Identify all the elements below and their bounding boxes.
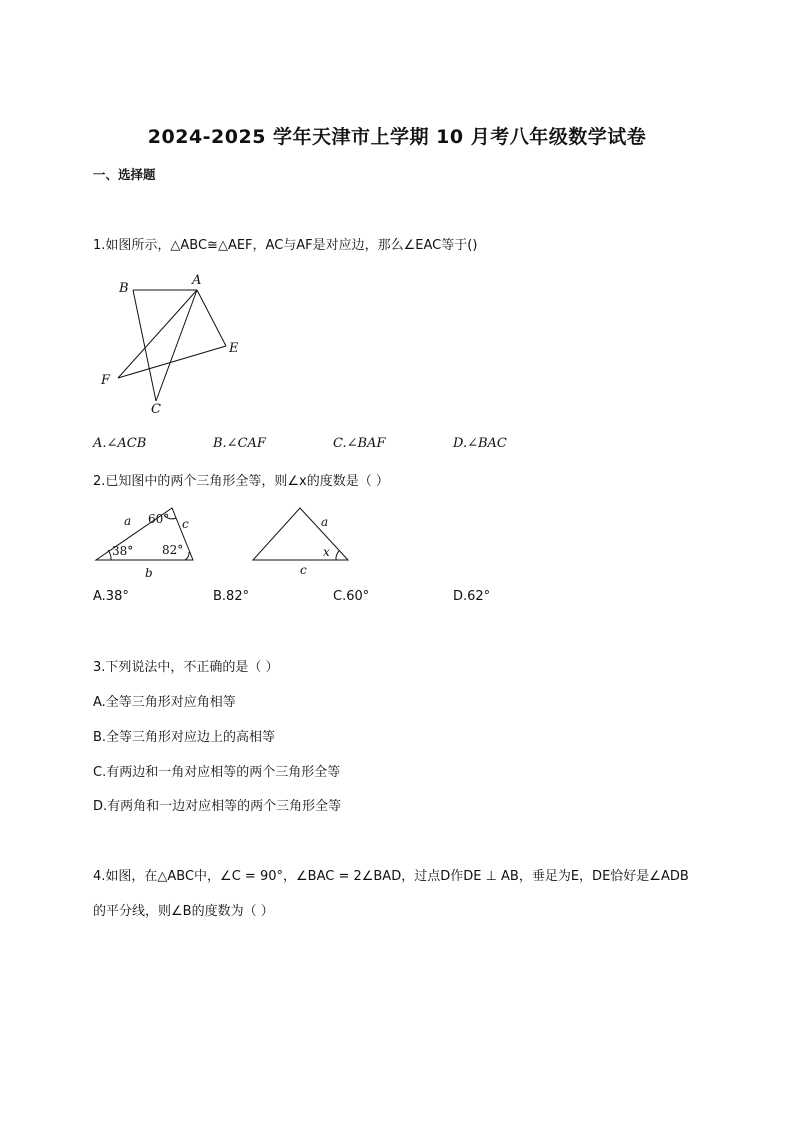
angle-arc-38: [108, 550, 111, 560]
segment-fa: [118, 290, 197, 378]
question-4-line-1: 4.如图，在△ABC中，∠C = 90°，∠BAC = 2∠BAD，过点D作DE ⊥ AB，垂足为E，DE恰好是∠ADB: [93, 869, 689, 884]
q2-option-b[interactable]: B.82°: [213, 589, 250, 604]
q3-option-a[interactable]: A.全等三角形对应角相等: [93, 695, 236, 710]
tri1-angle-60: 60°: [148, 512, 170, 526]
tri2-label-a: a: [321, 515, 329, 529]
question-2-figure: [90, 500, 360, 585]
tri1-label-b: b: [145, 566, 153, 580]
tri1-label-a: a: [124, 514, 132, 528]
angle-arc-82: [185, 552, 189, 560]
q2-option-d[interactable]: D.62°: [453, 589, 491, 604]
q1-option-b[interactable]: B.∠CAF: [213, 436, 266, 451]
segment-bc: [133, 290, 156, 401]
q3-option-b[interactable]: B.全等三角形对应边上的高相等: [93, 730, 276, 745]
tri1-angle-82: 82°: [162, 543, 184, 557]
q1-option-a[interactable]: A.∠ACB: [93, 436, 147, 451]
tri2-label-x: x: [323, 545, 330, 559]
label-c: C: [151, 402, 161, 417]
tri1-label-c: c: [182, 517, 189, 531]
question-1-figure: [95, 268, 255, 418]
triangle-right: [253, 508, 348, 560]
tri2-label-c: c: [300, 563, 307, 577]
segment-ef: [118, 346, 226, 378]
q1-option-d[interactable]: D.∠BAC: [453, 436, 507, 451]
question-1-text: 1.如图所示，△ABC≅△AEF，AC与AF是对应边，那么∠EAC等于(): [93, 238, 478, 253]
q3-option-c[interactable]: C.有两边和一角对应相等的两个三角形全等: [93, 765, 341, 780]
page-title: 2024-2025 学年天津市上学期 10 月考八年级数学试卷: [147, 126, 647, 148]
angle-arc-x: [336, 551, 339, 560]
question-4-line-2: 的平分线，则∠B的度数为（ ）: [93, 904, 274, 919]
q3-option-d[interactable]: D.有两角和一边对应相等的两个三角形全等: [93, 799, 342, 814]
label-a: A: [192, 273, 202, 288]
segment-ca: [156, 290, 197, 401]
label-b: B: [119, 281, 129, 296]
section-heading: 一、选择题: [93, 167, 156, 182]
tri1-angle-38: 38°: [112, 544, 134, 558]
segment-ae: [197, 290, 226, 346]
q2-option-a[interactable]: A.38°: [93, 589, 129, 604]
label-e: E: [229, 341, 239, 356]
label-f: F: [101, 373, 111, 388]
q1-option-c[interactable]: C.∠BAF: [333, 436, 386, 451]
q2-option-c[interactable]: C.60°: [333, 589, 370, 604]
question-2-text: 2.已知图中的两个三角形全等，则∠x的度数是（ ）: [93, 474, 389, 489]
question-3-text: 3.下列说法中，不正确的是（ ）: [93, 660, 279, 675]
